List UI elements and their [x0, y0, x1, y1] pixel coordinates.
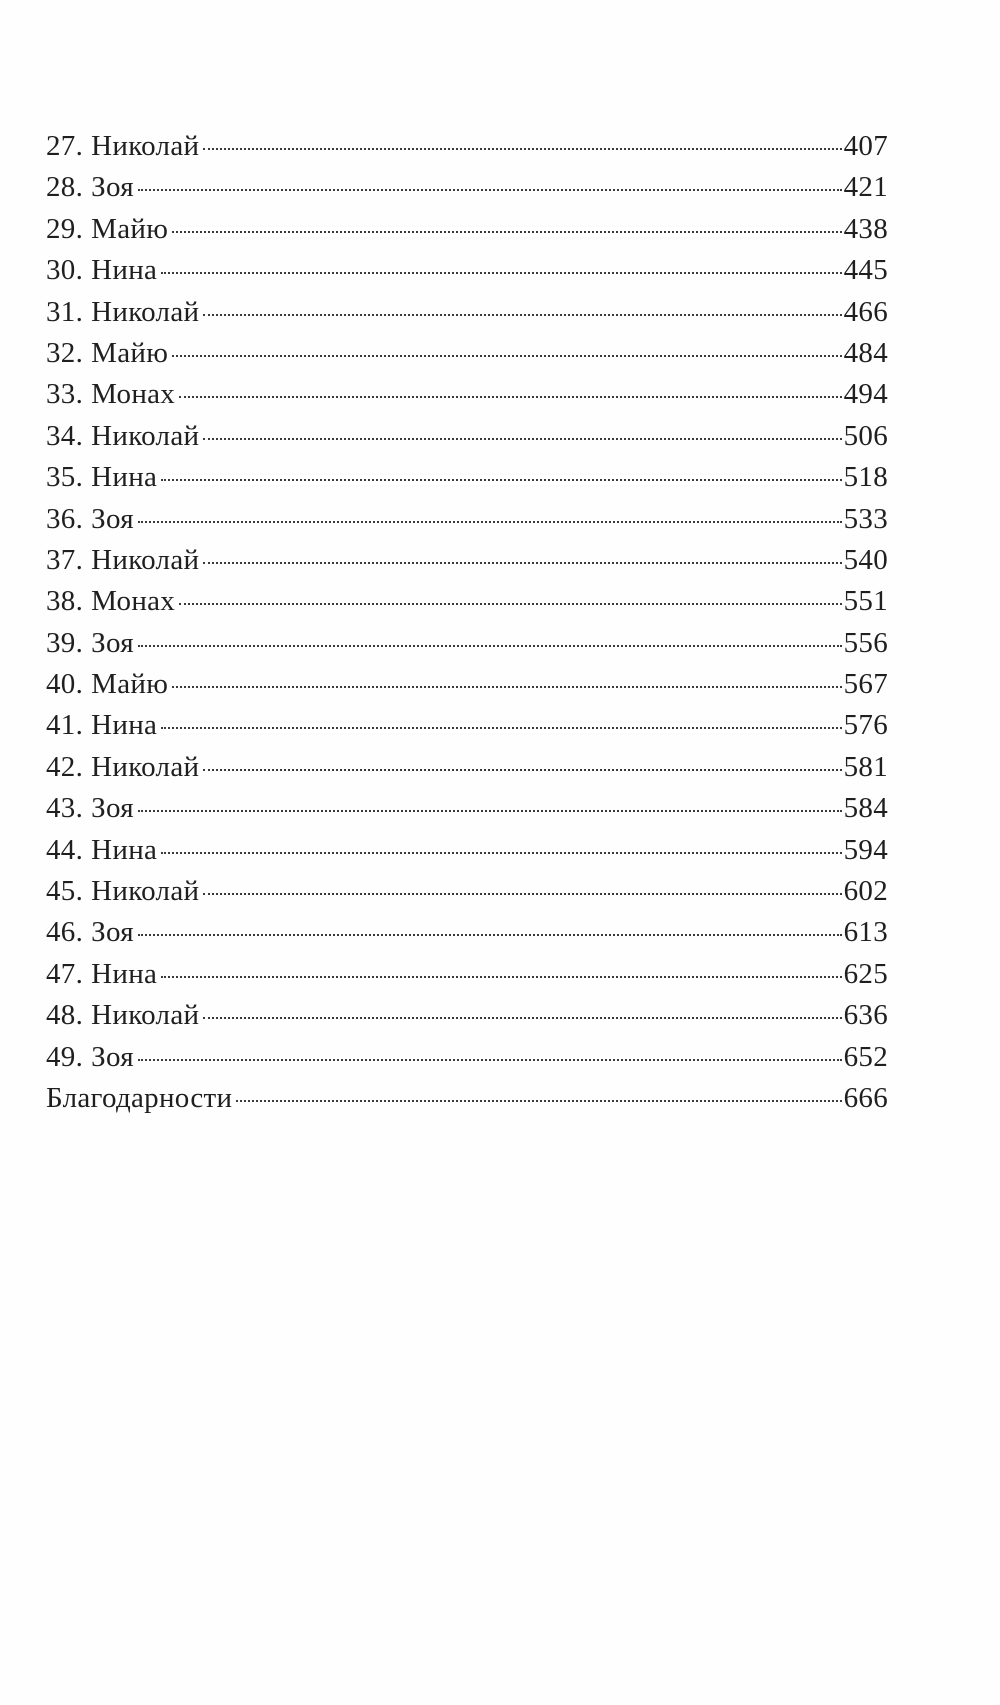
dot-leader	[138, 934, 842, 936]
page-number: 602	[843, 875, 888, 908]
page-number: 551	[843, 585, 888, 618]
chapter-number: 35.	[46, 461, 84, 494]
dot-leader	[203, 1017, 841, 1019]
dot-leader	[203, 769, 841, 771]
chapter-number: 30.	[46, 254, 84, 287]
toc-entry-title-group	[46, 296, 203, 329]
chapter-number: 47.	[46, 957, 84, 990]
page-number: 466	[843, 295, 888, 328]
chapter-title: Николай	[91, 295, 200, 328]
chapter-title: Зоя	[91, 1040, 134, 1073]
dot-leader	[203, 562, 841, 564]
toc-entry-title-group	[46, 503, 138, 536]
chapter-number: 28.	[46, 171, 84, 204]
page-number: 407	[843, 130, 888, 162]
chapter-number: 27.	[46, 130, 84, 162]
table-of-contents	[46, 130, 888, 1123]
chapter-title: Зоя	[91, 792, 134, 825]
toc-entry-title-group	[46, 378, 179, 411]
toc-entry	[46, 254, 888, 295]
chapter-number: 48.	[46, 999, 84, 1032]
toc-entry-title-group	[46, 875, 203, 908]
chapter-title: Зоя	[91, 916, 134, 949]
dot-leader	[172, 231, 841, 233]
toc-entry	[46, 792, 888, 833]
toc-entry-title-group	[46, 171, 138, 204]
toc-entry	[46, 337, 888, 378]
chapter-title: Николай	[91, 750, 200, 783]
toc-entry	[46, 751, 888, 792]
page-number: 533	[843, 502, 888, 535]
chapter-number: 31.	[46, 295, 84, 328]
toc-entry-title-group	[46, 130, 203, 163]
chapter-number: 32.	[46, 336, 84, 369]
chapter-title: Монах	[91, 585, 176, 618]
chapter-number: 37.	[46, 543, 84, 576]
chapter-title: Нина	[91, 461, 158, 494]
toc-entry	[46, 378, 888, 419]
toc-entry	[46, 1041, 888, 1082]
chapter-number: 39.	[46, 626, 84, 659]
toc-entry	[46, 585, 888, 626]
dot-leader	[203, 314, 841, 316]
chapter-title: Зоя	[91, 171, 134, 204]
toc-entry	[46, 709, 888, 750]
chapter-title: Майю	[91, 668, 169, 701]
page-number: 445	[843, 254, 888, 287]
page-number: 625	[843, 957, 888, 990]
toc-entry	[46, 999, 888, 1040]
dot-leader	[138, 810, 842, 812]
chapter-title: Николай	[91, 999, 200, 1032]
chapter-number: 38.	[46, 585, 84, 618]
chapter-title: Майю	[91, 336, 169, 369]
chapter-number: 29.	[46, 212, 84, 245]
dot-leader	[161, 727, 841, 729]
dot-leader	[138, 189, 842, 191]
toc-entry	[46, 461, 888, 502]
toc-entry-title-group	[46, 709, 161, 742]
page-number: 636	[843, 999, 888, 1032]
chapter-number: 46.	[46, 916, 84, 949]
toc-entry-title-group	[46, 461, 161, 494]
toc-entry-title-group	[46, 254, 161, 287]
dot-leader	[161, 852, 841, 854]
chapter-number: 42.	[46, 750, 84, 783]
page-number: 666	[843, 1081, 888, 1114]
page-number: 652	[843, 1040, 888, 1073]
toc-entry	[46, 958, 888, 999]
chapter-title: Зоя	[91, 626, 134, 659]
toc-entry	[46, 627, 888, 668]
chapter-number: 40.	[46, 668, 84, 701]
dot-leader	[161, 976, 841, 978]
toc-entry	[46, 503, 888, 544]
dot-leader	[161, 479, 841, 481]
chapter-number: 41.	[46, 709, 84, 742]
toc-entry-title-group	[46, 420, 203, 453]
chapter-title: Благодарности	[46, 1081, 233, 1114]
toc-entry-title-group	[46, 544, 203, 577]
toc-entry	[46, 213, 888, 254]
page-number: 494	[843, 378, 888, 411]
dot-leader	[172, 355, 841, 357]
toc-entry	[46, 420, 888, 461]
chapter-title: Нина	[91, 254, 158, 287]
page-number: 594	[843, 833, 888, 866]
dot-leader	[161, 272, 841, 274]
chapter-title: Монах	[91, 378, 176, 411]
chapter-number: 36.	[46, 502, 84, 535]
dot-leader	[138, 1059, 842, 1061]
toc-entry-title-group	[46, 1041, 138, 1074]
page-number: 484	[843, 336, 888, 369]
toc-entry	[46, 834, 888, 875]
toc-entry-title-group	[46, 213, 172, 246]
page-number: 540	[843, 543, 888, 576]
page-number: 613	[843, 916, 888, 949]
page-number: 576	[843, 709, 888, 742]
page-number: 438	[843, 212, 888, 245]
toc-entry-title-group	[46, 916, 138, 949]
page-number: 581	[843, 750, 888, 783]
toc-entry-title-group	[46, 751, 203, 784]
chapter-title: Николай	[91, 130, 200, 162]
chapter-title: Николай	[91, 419, 200, 452]
chapter-number: 34.	[46, 419, 84, 452]
toc-entry	[46, 668, 888, 709]
dot-leader	[172, 686, 841, 688]
chapter-title: Николай	[91, 543, 200, 576]
toc-entry-title-group	[46, 337, 172, 370]
toc-entry	[46, 916, 888, 957]
chapter-number: 44.	[46, 833, 84, 866]
toc-entry-title-group	[46, 792, 138, 825]
dot-leader	[138, 521, 842, 523]
chapter-number: 43.	[46, 792, 84, 825]
toc-entry-title-group	[46, 627, 138, 660]
page-number: 584	[843, 792, 888, 825]
chapter-title: Нина	[91, 833, 158, 866]
toc-entry	[46, 544, 888, 585]
dot-leader	[203, 893, 841, 895]
chapter-title: Нина	[91, 957, 158, 990]
toc-entry-title-group	[46, 834, 161, 867]
chapter-title: Нина	[91, 709, 158, 742]
toc-entry	[46, 296, 888, 337]
toc-entry-title-group	[46, 668, 172, 701]
toc-entry-title-group	[46, 1082, 236, 1115]
page-number: 421	[843, 171, 888, 204]
chapter-number: 33.	[46, 378, 84, 411]
dot-leader	[203, 148, 841, 150]
toc-entry	[46, 1082, 888, 1123]
page-number: 506	[843, 419, 888, 452]
toc-entry	[46, 875, 888, 916]
chapter-number: 45.	[46, 875, 84, 908]
toc-entry	[46, 130, 888, 171]
dot-leader	[179, 603, 841, 605]
dot-leader	[138, 645, 842, 647]
chapter-number: 49.	[46, 1040, 84, 1073]
toc-entry	[46, 171, 888, 212]
dot-leader	[203, 438, 841, 440]
toc-entry-title-group	[46, 958, 161, 991]
dot-leader	[236, 1100, 841, 1102]
page-number: 567	[843, 668, 888, 701]
page-number: 518	[843, 461, 888, 494]
toc-entry-title-group	[46, 999, 203, 1032]
chapter-title: Зоя	[91, 502, 134, 535]
chapter-title: Майю	[91, 212, 169, 245]
dot-leader	[179, 396, 841, 398]
chapter-title: Николай	[91, 875, 200, 908]
page-number: 556	[843, 626, 888, 659]
toc-entry-title-group	[46, 585, 179, 618]
